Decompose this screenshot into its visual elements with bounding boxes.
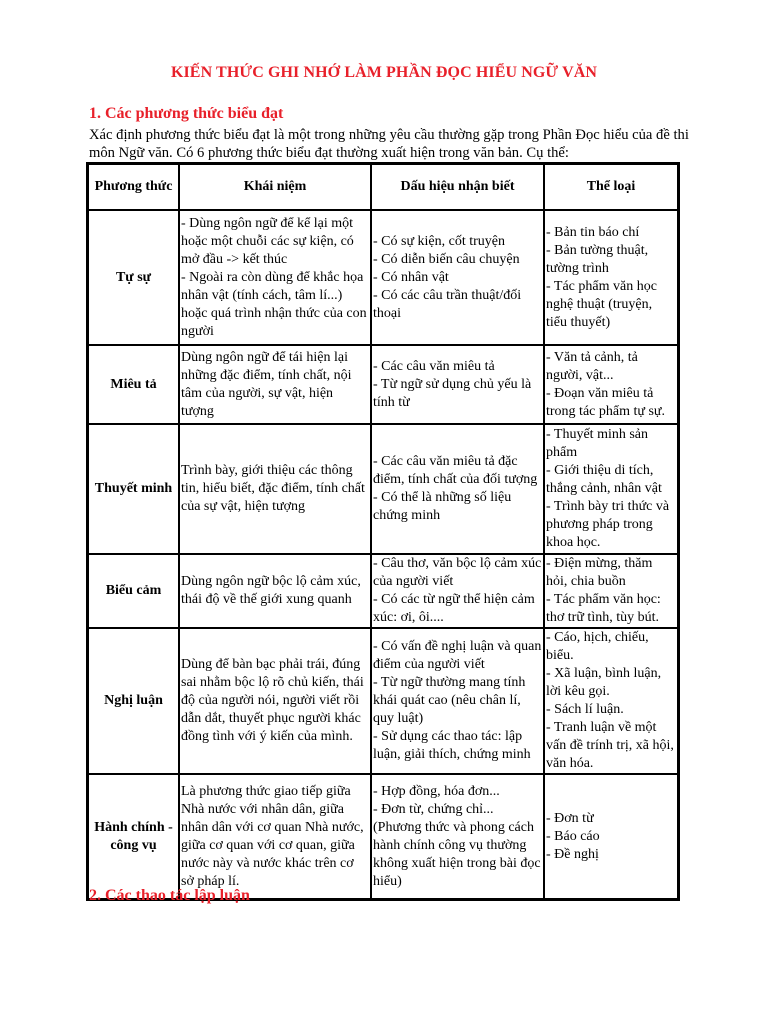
concept-line: Trình bày, giới thiệu các thông tin, hiểu biết, đặc điểm, tính chất của sự vật, hiện tượng [181,463,365,514]
header-method: Phương thức [88,164,179,210]
genres-cell [544,210,678,345]
table-row [88,345,678,424]
signs-line: - Có các câu trần thuật/đối thoại [373,287,522,321]
method-name-cell: Hành chính - công vụ [88,774,179,899]
table-row [88,424,678,554]
genres-cell [544,774,678,899]
table-row [88,554,678,628]
genres-line: - Giới thiệu di tích, thắng cảnh, nhân vật [546,463,662,496]
section-heading-1: 1. Các phương thức biểu đạt [89,105,284,122]
signs-line: - Câu thơ, văn bộc lộ cảm xúc của người viết [373,556,542,589]
signs-line: - Có thể là những số liệu chứng minh [373,490,512,523]
genres-line: - Tác phẩm văn học nghệ thuật (truyện, tiểu thuyết) [546,278,657,330]
concept-line: - Dùng ngôn ngữ để kể lại một hoặc một chuỗi các sự kiện, có mở đầu -> kết thúc [181,215,354,267]
method-name-cell: Tự sự [88,210,179,345]
genres-line: - Bản tường thuật, tường trình [546,242,649,276]
signs-line: - Các câu văn miêu tả đặc điểm, tính chất của đối tượng [373,454,538,487]
signs-line: - Có vấn đề nghị luận và quan điểm của người viết [373,639,542,672]
genres-line: - Đơn từ [546,810,594,826]
page-title: KIẾN THỨC GHI NHỚ LÀM PHẦN ĐỌC HIỂU NGỮ VĂN [170,64,598,81]
method-name-cell: Biểu cảm [88,554,179,628]
signs-cell [371,210,544,345]
signs-cell [371,554,544,628]
concept-cell [179,345,371,424]
signs-line: - Có các từ ngữ thể hiện cảm xúc: ơi, ôi.... [373,592,535,625]
signs-line: - Đơn từ, chứng chỉ... [373,801,494,817]
concept-line: Là phương thức giao tiếp giữa Nhà nước với nhân dân, giữa nhân dân với cơ quan Nhà nước, giữa cơ quan với cơ quan, giữa nước này và nước khác trên cơ sở pháp lí. [181,783,364,889]
genres-cell [544,424,678,554]
concept-line: Dùng ngôn ngữ để tái hiện lại những đặc điểm, tính chất, nội tâm của người, sự vật, hiện tượng [181,349,352,419]
concept-cell [179,554,371,628]
method-name-cell: Miêu tả [88,345,179,424]
signs-line: - Có sự kiện, cốt truyện [373,233,506,249]
method-name-cell: Nghị luận [88,628,179,774]
genres-line: - Đoạn văn miêu tả trong tác phẩm tự sự. [546,385,665,419]
signs-cell [371,628,544,774]
genres-cell [544,628,678,774]
signs-cell [371,774,544,899]
concept-line: Dùng để bàn bạc phải trái, đúng sai nhằm bộc lộ rõ chủ kiến, thái độ của người nói, người viết rồi dẫn dắt, thuyết phục người khác đồng tình với ý kiến của mình. [181,657,364,744]
genres-line: - Cáo, hịch, chiếu, biểu. [546,630,649,663]
signs-line: (Phương thức và phong cách hành chính công vụ thường không xuất hiện trong bài đọc hiểu) [373,819,541,889]
genres-line: - Điện mừng, thăm hỏi, chia buồn [546,556,653,589]
signs-cell [371,424,544,554]
section-heading-2: 2. Các thao tác lập luận [89,887,250,904]
signs-line: - Hợp đồng, hóa đơn... [373,783,500,799]
genres-line: - Văn tả cảnh, tả người, vật... [546,349,638,383]
signs-line: - Có diễn biến câu chuyện [373,251,520,267]
method-name-cell: Thuyết minh [88,424,179,554]
concept-cell [179,774,371,899]
genres-cell [544,554,678,628]
concept-line: - Ngoài ra còn dùng để khắc họa nhân vật (tính cách, tâm lí...) hoặc quá trình nhận thức của con người [181,269,367,339]
signs-line: - Từ ngữ sử dụng chủ yếu là tính từ [373,376,532,410]
table-header-row [88,164,678,210]
genres-line: - Báo cáo [546,828,600,844]
signs-line: - Sử dụng các thao tác: lập luận, giải thích, chứng minh [373,729,531,762]
table-row [88,628,678,774]
table-row [88,210,678,345]
genres-line: - Xã luận, bình luận, lời kêu gọi. [546,666,662,699]
genres-line: - Thuyết minh sản phẩm [546,427,649,460]
genres-line: - Đề nghị [546,846,599,862]
concept-cell [179,628,371,774]
genres-line: - Tác phẩm văn học: thơ trữ tình, tùy bút. [546,592,661,625]
genres-line: - Tranh luận về một vấn đề trính trị, xã hội, văn hóa. [546,720,674,771]
signs-line: - Từ ngữ thường mang tính khái quát cao (nêu chân lí, quy luật) [373,675,526,726]
concept-line: Dùng ngôn ngữ bộc lộ cảm xúc, thái độ về thế giới xung quanh [181,574,361,607]
intro-paragraph: Xác định phương thức biểu đạt là một trong những yêu cầu thường gặp trong Phần Đọc hiểu của đề thi môn Ngữ văn. Có 6 phương thức biểu đạt thường xuất hiện trong văn bản. Cụ thể: [89,127,689,161]
header-concept: Khái niệm [179,164,371,210]
header-genres: Thể loại [544,164,678,210]
concept-cell [179,210,371,345]
concept-cell [179,424,371,554]
signs-line: - Các câu văn miêu tả [373,358,495,374]
genres-line: - Bản tin báo chí [546,224,640,240]
genres-line: - Sách lí luận. [546,702,624,717]
genres-line: - Trình bày tri thức và phương pháp trong khoa học. [546,499,670,550]
signs-line: - Có nhân vật [373,269,449,285]
genres-cell [544,345,678,424]
methods-table [86,162,680,901]
header-signs: Dấu hiệu nhận biết [371,164,544,210]
table-row [88,774,678,899]
signs-cell [371,345,544,424]
